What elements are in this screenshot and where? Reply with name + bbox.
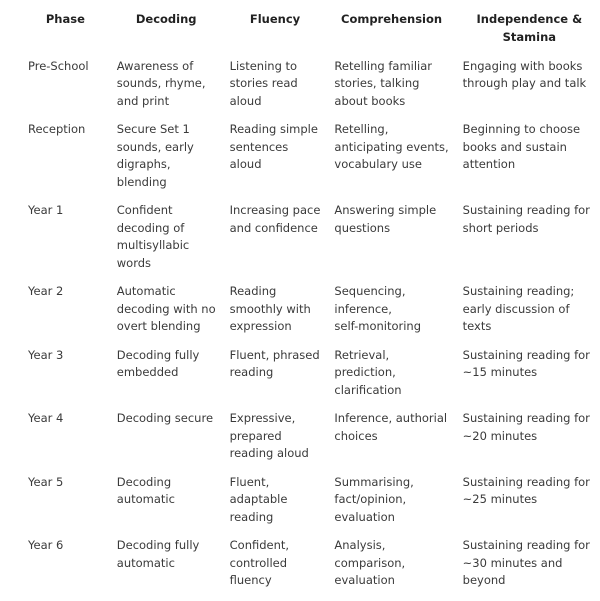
cell-line: Fluent, phrased xyxy=(229,347,320,362)
cell-decoding xyxy=(107,474,220,538)
cell-line: Reading simple xyxy=(229,122,318,136)
cell-line: attention xyxy=(462,157,516,171)
cell-decoding xyxy=(107,347,220,411)
cell-phase xyxy=(18,283,107,347)
cell-line: Inference, authorial xyxy=(334,411,448,425)
cell-line: Reading xyxy=(229,284,277,298)
cell-comprehension xyxy=(324,474,452,538)
cell-line: questions xyxy=(334,220,391,235)
header-comprehension xyxy=(324,11,452,58)
cell-comprehension xyxy=(324,347,452,411)
cell-line: ~30 minutes and xyxy=(462,555,563,570)
cell-line: expression xyxy=(229,319,292,333)
cell-decoding xyxy=(107,121,220,202)
reading-progression-table xyxy=(18,11,600,601)
cell-comprehension xyxy=(324,121,452,202)
cell-fluency xyxy=(220,537,325,601)
cell-comprehension xyxy=(324,537,452,601)
header-row xyxy=(18,11,600,58)
cell-line: Confident xyxy=(116,203,173,217)
cell-line: Reception xyxy=(28,122,86,136)
header-fluency xyxy=(220,11,325,58)
cell-line: words xyxy=(116,255,152,270)
cell-fluency xyxy=(220,121,325,202)
cell-comprehension xyxy=(324,202,452,283)
cell-line: sounds, rhyme, xyxy=(116,76,206,90)
cell-line: Decoding fully xyxy=(116,538,200,552)
cell-line: reading xyxy=(229,365,274,379)
cell-comprehension xyxy=(324,283,452,347)
cell-line: sentences xyxy=(229,139,289,154)
cell-line: Retelling, xyxy=(334,122,389,136)
cell-independence-stamina xyxy=(453,121,600,202)
cell-decoding xyxy=(107,58,220,122)
cell-line: Retelling familiar xyxy=(334,58,433,73)
cell-line: evaluation xyxy=(334,509,395,524)
cell-line: short periods xyxy=(462,220,539,235)
cell-line: controlled xyxy=(229,555,288,570)
cell-line: about books xyxy=(334,93,406,108)
cell-line: prepared xyxy=(229,428,282,443)
cell-line: Stamina xyxy=(502,29,557,44)
cell-decoding xyxy=(107,202,220,283)
cell-line: fluency xyxy=(229,573,272,587)
cell-line: Listening to xyxy=(229,58,298,73)
cell-line: automatic xyxy=(116,555,175,570)
cell-line: Year 4 xyxy=(28,411,64,425)
cell-line: choices xyxy=(334,428,378,443)
cell-comprehension xyxy=(324,58,452,122)
cell-line: comparison, xyxy=(334,555,406,570)
cell-phase xyxy=(18,537,107,601)
cell-line: clarification xyxy=(334,382,402,397)
cell-line: Engaging with books xyxy=(462,58,583,73)
cell-decoding xyxy=(107,410,220,474)
cell-independence-stamina xyxy=(453,58,600,122)
cell-line: adaptable xyxy=(229,492,288,506)
cell-line: aloud xyxy=(229,157,262,171)
cell-independence-stamina xyxy=(453,202,600,283)
cell-line: Sustaining reading for xyxy=(462,411,590,425)
header-independence-stamina xyxy=(453,11,600,58)
cell-line: ~25 minutes xyxy=(462,492,538,506)
cell-line: books and sustain xyxy=(462,139,567,154)
cell-line: fact/opinion, xyxy=(334,492,407,506)
cell-independence-stamina xyxy=(453,474,600,538)
cell-line: overt blending xyxy=(116,319,201,333)
table-row xyxy=(18,474,600,538)
cell-line: embedded xyxy=(116,365,179,379)
cell-line: Beginning to choose xyxy=(462,122,581,136)
cell-line: Independence & xyxy=(476,12,583,26)
cell-line: through play and talk xyxy=(462,76,587,90)
cell-line: Decoding fully xyxy=(116,347,200,362)
cell-line: Year 3 xyxy=(28,347,64,362)
cell-line: Sustaining reading for xyxy=(462,538,590,552)
cell-line: ~15 minutes xyxy=(462,365,538,379)
cell-line: Year 6 xyxy=(28,538,64,552)
cell-phase xyxy=(18,58,107,122)
cell-phase xyxy=(18,347,107,411)
cell-comprehension xyxy=(324,410,452,474)
cell-fluency xyxy=(220,202,325,283)
cell-line: Awareness of xyxy=(116,58,194,73)
cell-independence-stamina xyxy=(453,347,600,411)
table-row xyxy=(18,121,600,202)
cell-line: prediction, xyxy=(334,365,396,379)
cell-line: digraphs, xyxy=(116,157,171,171)
cell-independence-stamina xyxy=(453,537,600,601)
table-row xyxy=(18,58,600,122)
cell-line: Sequencing, xyxy=(334,284,406,298)
cell-line: and print xyxy=(116,93,170,108)
cell-line: and confidence xyxy=(229,220,318,235)
cell-line: Sustaining reading for xyxy=(462,347,590,362)
cell-line: blending xyxy=(116,174,167,189)
cell-line: Phase xyxy=(45,12,85,26)
cell-line: self-monitoring xyxy=(334,319,422,333)
cell-independence-stamina xyxy=(453,283,600,347)
cell-line: decoding of xyxy=(116,220,185,235)
cell-line: vocabulary use xyxy=(334,157,422,171)
cell-line: beyond xyxy=(462,573,506,587)
cell-line: ~20 minutes xyxy=(462,428,538,443)
cell-line: Summarising, xyxy=(334,474,414,489)
table-row xyxy=(18,347,600,411)
cell-line: Retrieval, xyxy=(334,347,390,362)
table-row xyxy=(18,537,600,601)
header-phase xyxy=(18,11,107,58)
cell-line: Sustaining reading for xyxy=(462,474,590,489)
cell-line: automatic xyxy=(116,492,175,506)
cell-line: stories read xyxy=(229,76,298,90)
cell-line: Decoding secure xyxy=(116,411,214,425)
cell-decoding xyxy=(107,283,220,347)
cell-line: texts xyxy=(462,319,492,333)
cell-line: stories, talking xyxy=(334,76,420,90)
cell-line: Confident, xyxy=(229,538,290,552)
cell-phase xyxy=(18,121,107,202)
cell-phase xyxy=(18,202,107,283)
cell-line: anticipating events, xyxy=(334,139,449,154)
cell-line: evaluation xyxy=(334,573,395,587)
cell-line: Year 5 xyxy=(28,474,64,489)
cell-line: early discussion of xyxy=(462,301,570,316)
cell-phase xyxy=(18,410,107,474)
cell-line: aloud xyxy=(229,93,262,108)
cell-line: Year 2 xyxy=(28,284,64,298)
cell-line: inference, xyxy=(334,301,392,316)
header-decoding xyxy=(107,11,220,58)
cell-decoding xyxy=(107,537,220,601)
cell-independence-stamina xyxy=(453,410,600,474)
cell-line: Fluency xyxy=(249,12,301,26)
table-row xyxy=(18,410,600,474)
cell-fluency xyxy=(220,410,325,474)
cell-line: multisyllabic xyxy=(116,238,190,252)
cell-line: Sustaining reading for xyxy=(462,203,590,217)
cell-line: Expressive, xyxy=(229,411,296,425)
table-row xyxy=(18,283,600,347)
cell-line: reading aloud xyxy=(229,446,309,460)
cell-fluency xyxy=(220,474,325,538)
cell-line: Secure Set 1 xyxy=(116,122,190,136)
cell-line: Fluent, xyxy=(229,474,270,489)
cell-line: Decoding xyxy=(116,474,172,489)
cell-line: Decoding xyxy=(135,12,197,26)
cell-fluency xyxy=(220,283,325,347)
cell-line: decoding with no xyxy=(116,301,216,316)
cell-fluency xyxy=(220,58,325,122)
cell-line: Sustaining reading; xyxy=(462,284,575,298)
cell-line: smoothly with xyxy=(229,301,311,316)
cell-line: Increasing pace xyxy=(229,203,321,217)
cell-line: reading xyxy=(229,509,274,524)
cell-fluency xyxy=(220,347,325,411)
cell-phase xyxy=(18,474,107,538)
cell-line: sounds, early xyxy=(116,139,194,154)
table-row xyxy=(18,202,600,283)
cell-line: Analysis, xyxy=(334,538,386,552)
cell-line: Automatic xyxy=(116,284,176,298)
cell-line: Answering simple xyxy=(334,203,437,217)
cell-line: Comprehension xyxy=(341,12,443,26)
cell-line: Year 1 xyxy=(28,203,64,217)
cell-line: Pre-School xyxy=(28,58,89,73)
